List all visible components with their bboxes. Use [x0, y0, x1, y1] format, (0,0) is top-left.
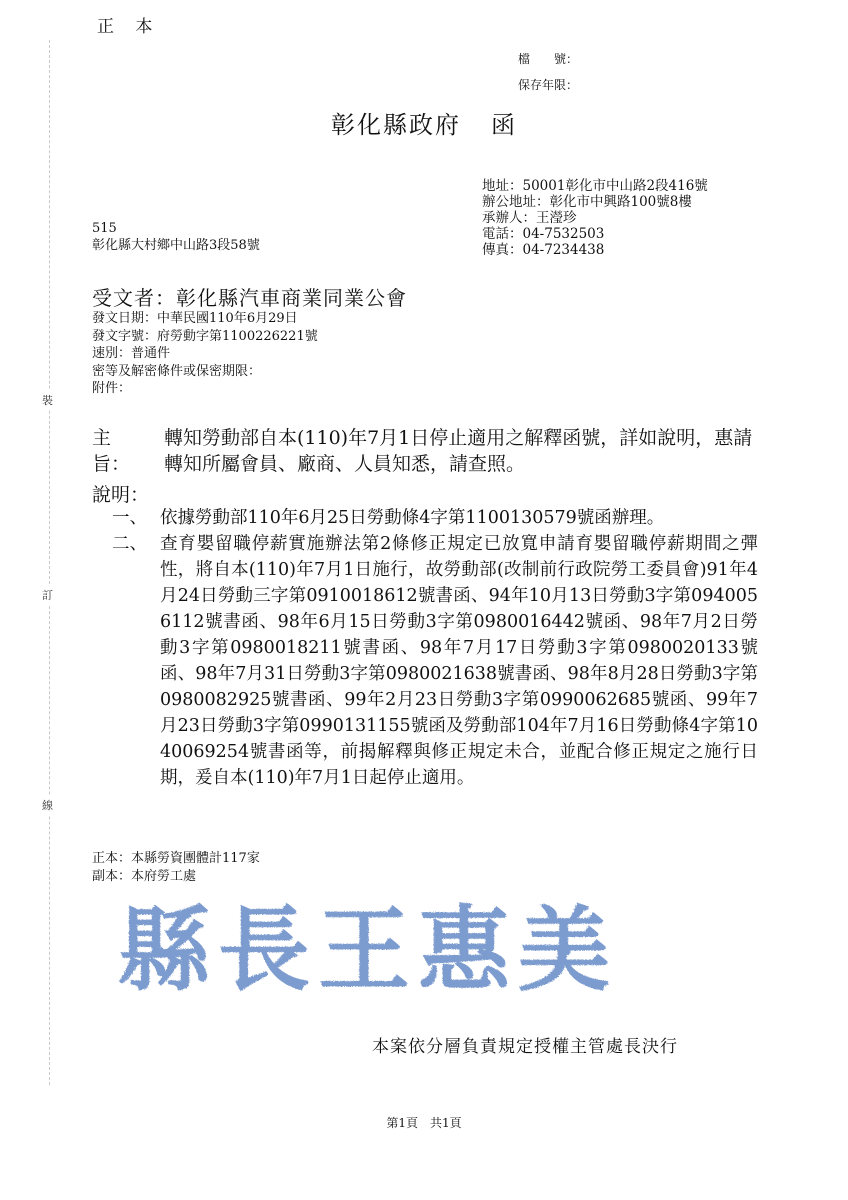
item-text: 依據勞動部110年6月25日勞動條4字第1100130579號函辦理。 — [160, 508, 665, 528]
item-text: 查育嬰留職停薪實施辦法第2條修正規定已放寬申請育嬰留職停薪期間之彈性，將自本(110)年7月1日施行，故勞動部(改制前行政院勞工委員會)91年4月24日勞動三字第0910018612號書函、94年10月13日勞動3字第0940056112號書函、98年6月15日勞動3字第0980016442號函、98年7月2日勞動3字第0980018211號書函、98年7月17日勞動3字第0980020133號函、98年7月31日勞動3字第0980021638號書函、98年8月28日勞動3字第0980082925號書函、99年2月23日勞動3字第0990062685號函、99年7月23日勞動3字第0990131155號函及勞動部104年7月16日勞動條4字第1040069254號書函等，前揭解釋與修正規定未合，並配合修正規定之施行日期，爰自本(110)年7月1日起停止適用。 — [160, 534, 758, 788]
subject-label: 主旨： — [92, 427, 131, 475]
approval-note: 本案依分層負責規定授權主管處長決行 — [372, 1037, 678, 1057]
delivery-speed: 速別：普通件 — [92, 346, 171, 361]
security-level: 密等及解密條件或保密期限： — [92, 363, 262, 379]
binding-mark: 裝 — [42, 390, 53, 410]
recipient: 受文者：彰化縣汽車商業同業公會 — [92, 286, 407, 310]
item-number: 一、 — [112, 508, 147, 528]
issue-date: 發文日期：中華民國110年6月29日 — [92, 311, 298, 326]
item-number: 二、 — [112, 534, 147, 554]
sender-office-address: 辦公地址：彰化市中興路100號8樓 — [482, 194, 692, 210]
binding-mark: 訂 — [42, 585, 53, 605]
sender-address: 地址：50001彰化市中山路2段416號 — [482, 178, 708, 194]
sender-handler: 承辦人：王瀅珍 — [482, 210, 577, 226]
copy-mark: 正 本 — [97, 17, 161, 37]
document-type: 函 — [491, 111, 517, 139]
file-number-label: 檔 號： — [518, 52, 579, 66]
retention-period-label: 保存年限： — [518, 78, 579, 92]
description-label: 說明： — [92, 484, 150, 506]
sender-fax: 傳真：04-7234438 — [482, 242, 605, 258]
recipient-postcode: 515 — [92, 221, 117, 236]
binding-mark: 線 — [42, 795, 53, 815]
seal-text: 縣長王惠美 — [117, 896, 619, 1004]
agency-name: 彰化縣政府 — [331, 111, 461, 139]
sender-phone: 電話：04-7532503 — [482, 226, 605, 242]
attachments: 附件： — [92, 381, 132, 396]
page-number: 第1頁 共1頁 — [386, 1116, 462, 1130]
document-number: 發文字號：府勞動字第1100226221號 — [92, 328, 318, 344]
copy-recipients: 副本：本府勞工處 — [92, 869, 197, 884]
original-recipients: 正本：本縣勞資團體計117家 — [92, 851, 260, 866]
recipient-street: 彰化縣大村鄉中山路3段58號 — [92, 238, 260, 253]
subject-text: 轉知勞動部自本(110)年7月1日停止適用之解釋函號，詳如說明，惠請轉知所屬會員、廠商、人員知悉，請查照。 — [164, 427, 753, 475]
